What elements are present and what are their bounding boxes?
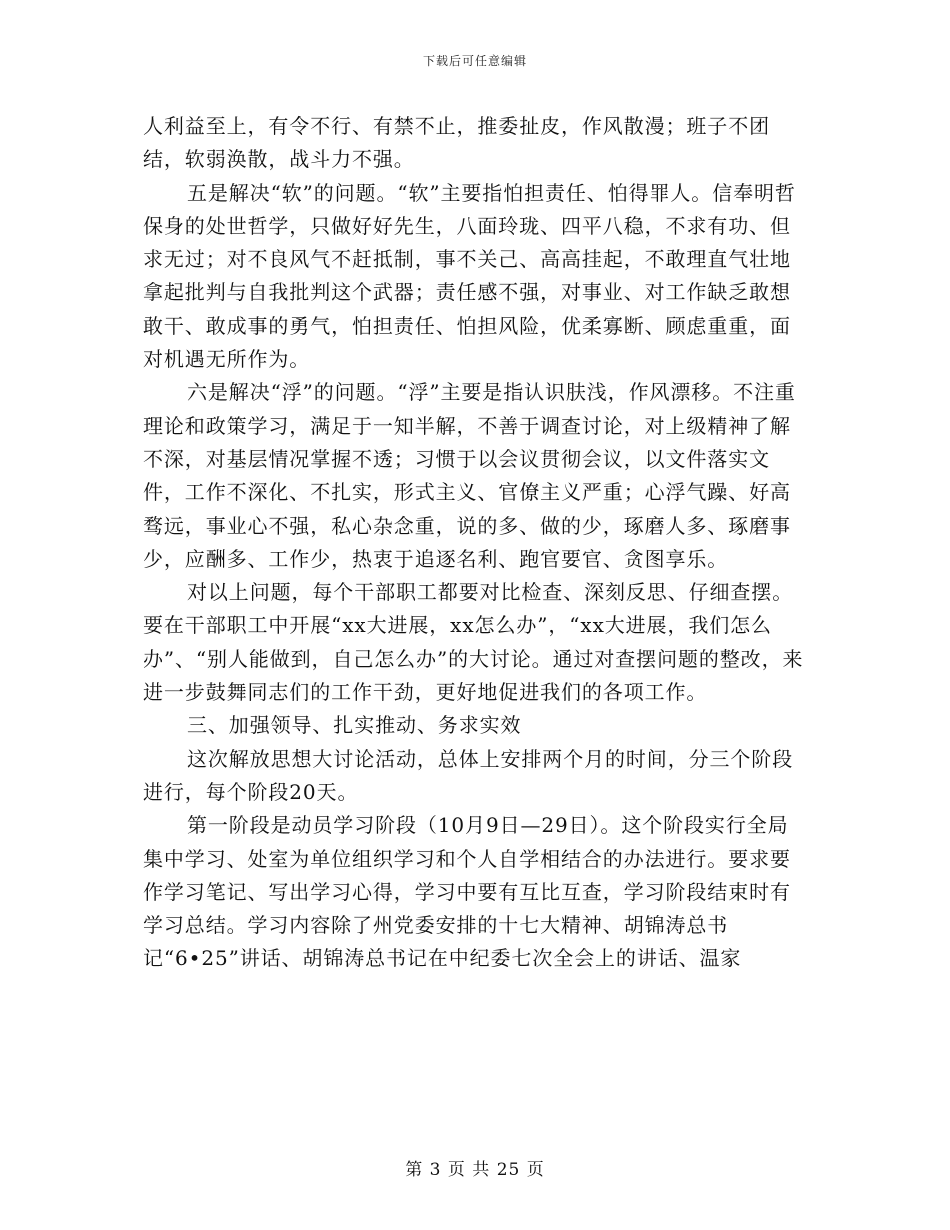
paragraph-stage-one: 第一阶段是动员学习阶段（10月9日—29日）。这个阶段实行全局集中学习、处室为单位组织学习和个人自学相结合的办法进行。要求要作学习笔记、写出学习心得，学习中要有互比互查，学习阶段结束时有学习总结。学习内容除了州党委安排的十七大精神、胡锦涛总书记“6•25”讲话、胡锦涛总书记在中纪委七次全会上的讲话、温家 bbox=[143, 813, 791, 971]
paragraph-continuation: 人利益至上，有令不行、有禁不止，推委扯皮，作风散漫；班子不团结，软弱涣散，战斗力不强。 bbox=[143, 114, 770, 172]
paragraph-schedule: 这次解放思想大讨论活动，总体上安排两个月的时间，分三个阶段进行，每个阶段20天。 bbox=[143, 746, 794, 804]
page-number-footer: 第 3 页 共 25 页 bbox=[405, 1160, 545, 1180]
paragraph-point-six: 六是解决“浮”的问题。“浮”主要是指认识肤浅，作风漂移。不注重理论和政策学习，满足于一知半解，不善于调查讨论，对上级精神了解不深，对基层情况掌握不透；习惯于以会议贯彻会议，以文件落实文件，工作不深化、不扎实，形式主义、官僚主义严重；心浮气躁、好高骛远，事业心不强，私心杂念重，说的多、做的少，琢磨人多、琢磨事少，应酬多、工作少，热衷于追逐名利、跑官要官、贪图享乐。 bbox=[143, 380, 796, 571]
paragraph-point-five: 五是解决“软”的问题。“软”主要指怕担责任、怕得罪人。信奉明哲保身的处世哲学，只做好好先生，八面玲珑、四平八稳，不求有功、但求无过；对不良风气不赶抵制，事不关己、高高挂起，不敢理直气壮地拿起批判与自我批判这个武器；责任感不强，对事业、对工作缺乏敢想敢干、敢成事的勇气，怕担责任、怕担风险，优柔寡断、顾虑重重，面对机遇无所作为。 bbox=[143, 180, 796, 372]
document-body bbox=[143, 110, 807, 976]
section-heading-three: 三、加强领导、扎实推动、务求实效 bbox=[187, 713, 522, 738]
paragraph-self-check: 对以上问题，每个干部职工都要对比检查、深刻反思、仔细查摆。要在干部职工中开展“xx大进展，xx怎么办”，“xx大进展，我们怎么办”、“别人能做到，自己怎么办”的大讨论。通过对查摆问题的整改，来进一步鼓舞同志们的工作干劲，更好地促进我们的各项工作。 bbox=[143, 580, 804, 705]
page-header: 下载后可任意编辑 bbox=[422, 54, 527, 68]
